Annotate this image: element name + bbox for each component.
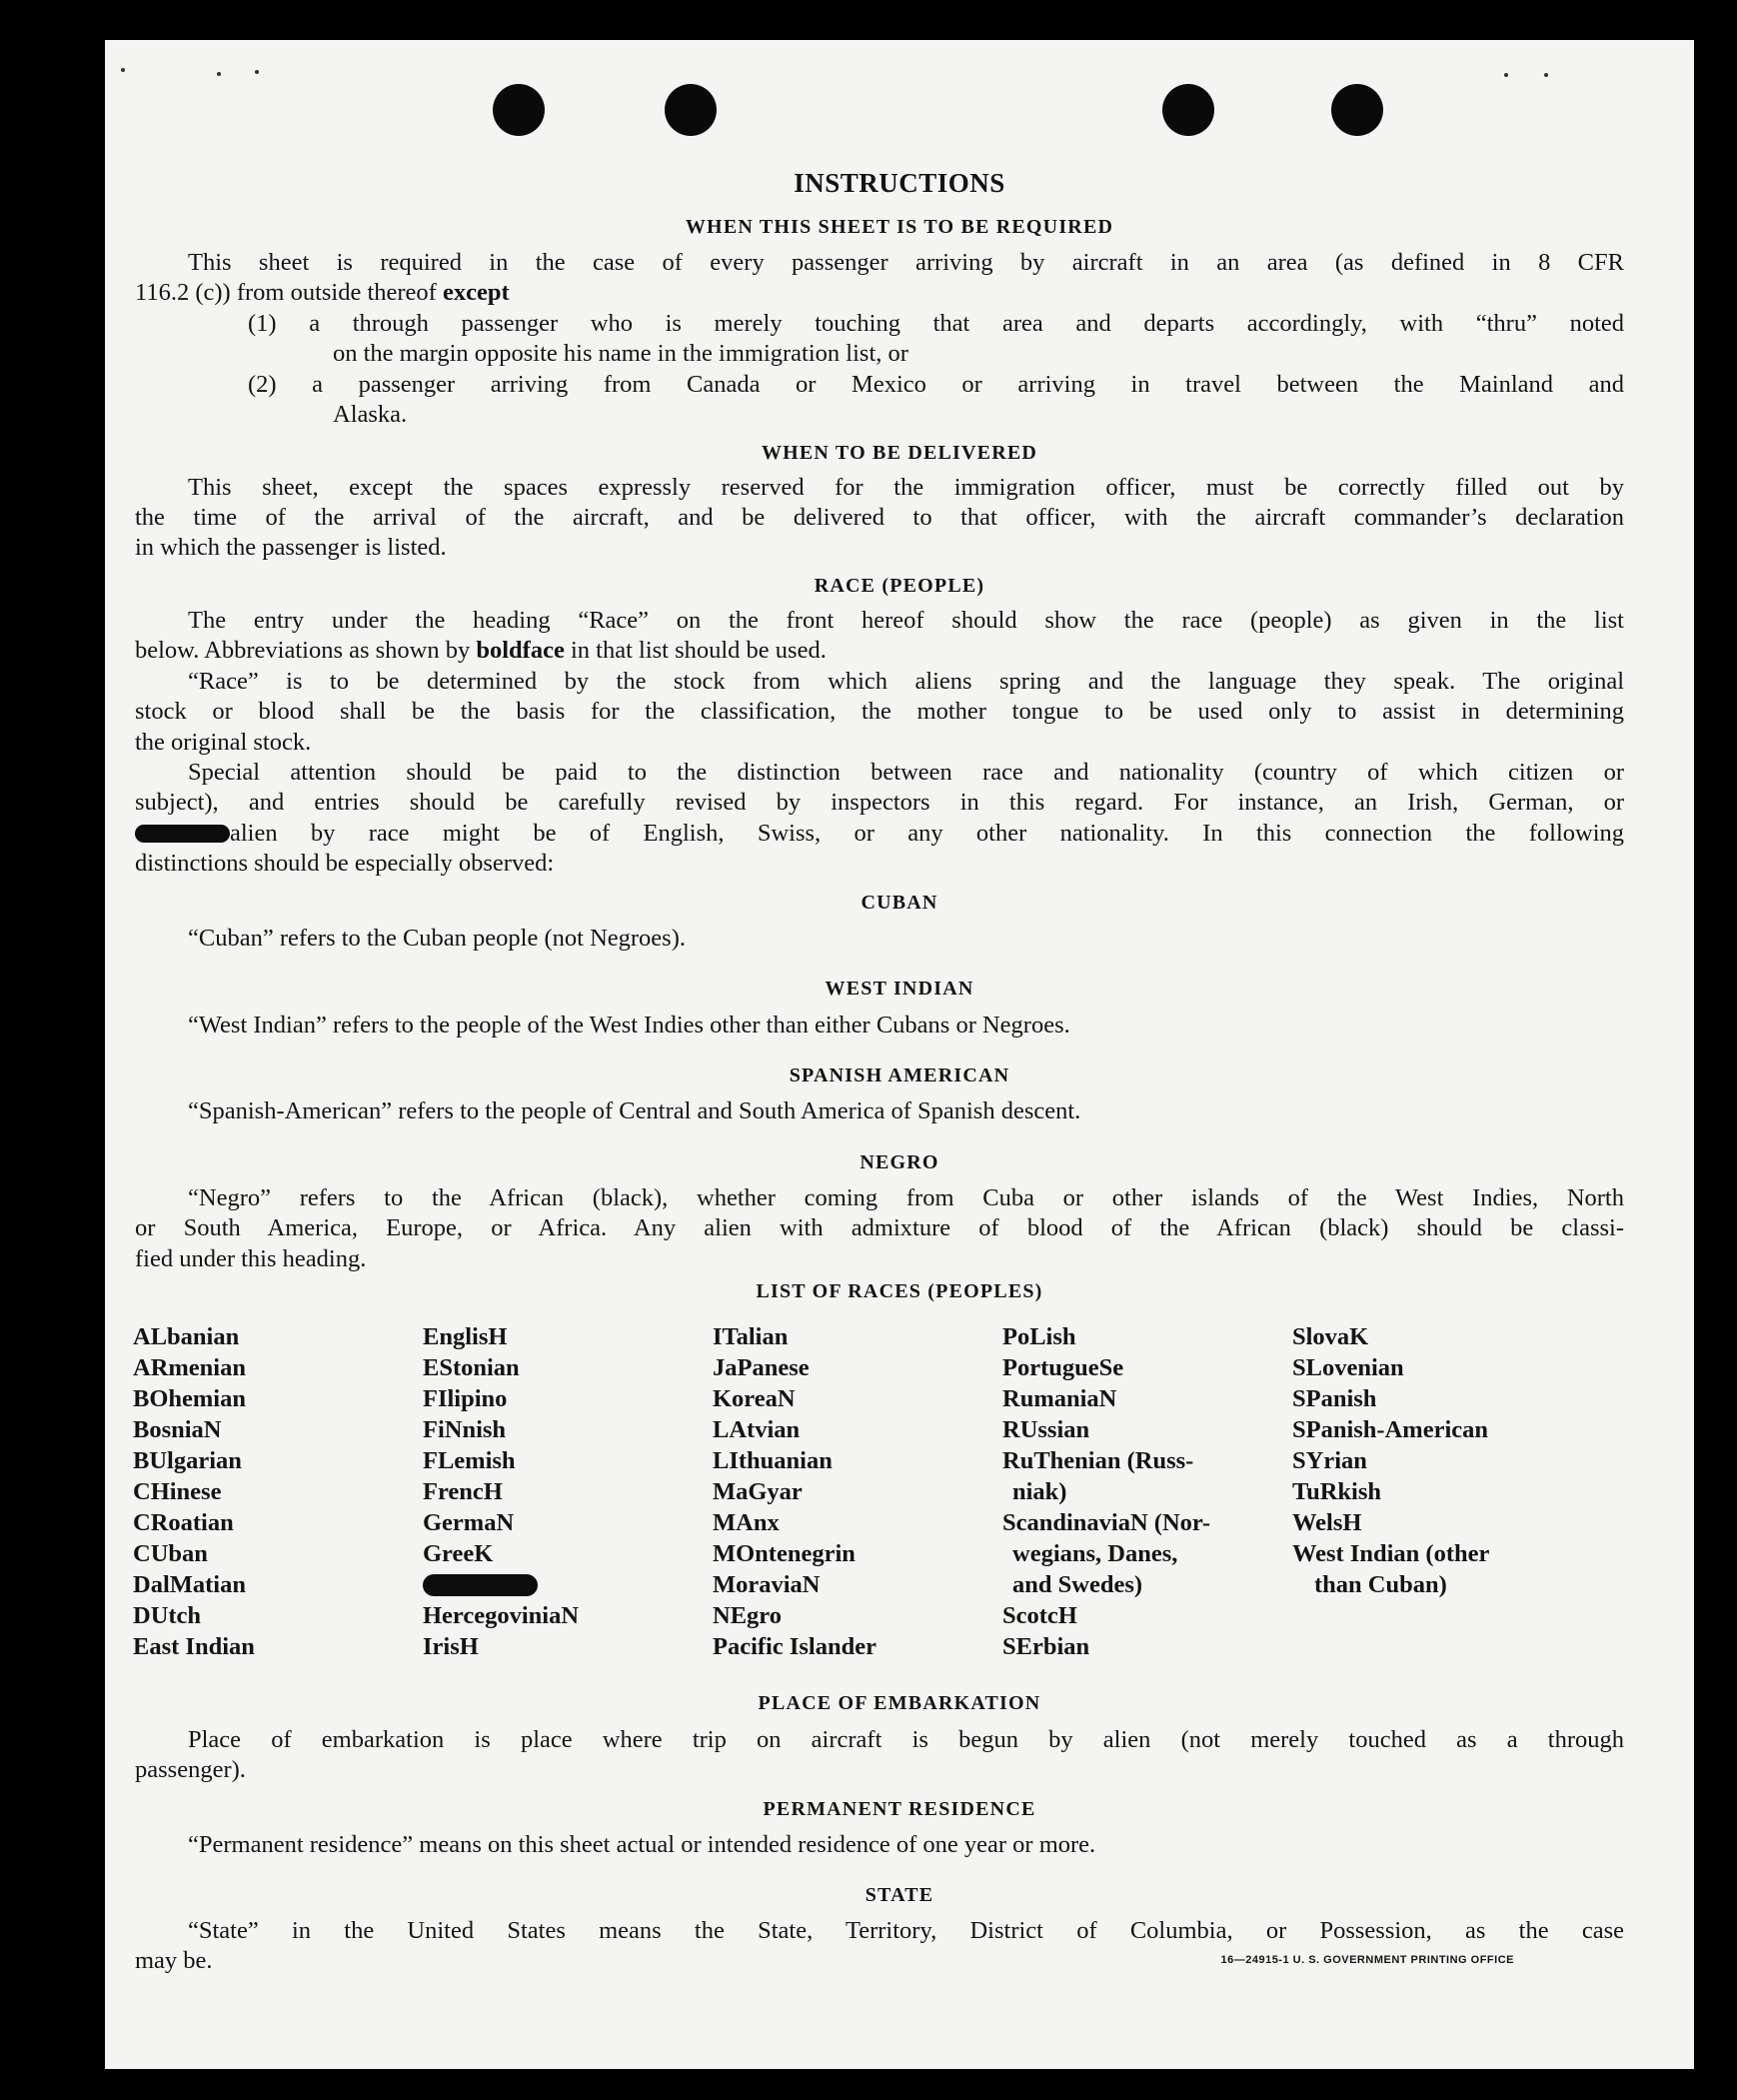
speck — [1544, 73, 1548, 77]
race-entry: RUssian — [1002, 1416, 1090, 1443]
document-page — [105, 40, 1694, 2069]
required-item-2-cont: Alaska. — [333, 401, 408, 428]
race-entry: LAtvian — [713, 1416, 801, 1443]
race-entry: LIthuanian — [713, 1447, 833, 1474]
race-entry: Pacific Islander — [713, 1633, 876, 1660]
section-heading-embarkation: PLACE OF EMBARKATION — [758, 1692, 1041, 1714]
race-entry: MOntenegrin — [713, 1540, 856, 1567]
race-entry: niak) — [1012, 1478, 1067, 1505]
delivered-line-1: This sheet, except the spaces expressly reserved for the immigration officer, must be correctly filled out by — [188, 474, 1624, 501]
section-heading-cuban: CUBAN — [861, 892, 938, 914]
redaction-mark — [423, 1569, 713, 1600]
races-column-4 — [1002, 1321, 1292, 1662]
race-entry: MaGyar — [713, 1478, 803, 1505]
embarkation-line-1: Place of embarkation is place where trip on aircraft is begun by alien (not merely touched as a through — [188, 1726, 1624, 1753]
race-entry: DUtch — [133, 1602, 202, 1629]
race-p1-line-2: below. Abbreviations as shown by boldface in that list should be used. — [135, 637, 827, 664]
race-entry: CRoatian — [133, 1509, 234, 1536]
race-entry: CHinese — [133, 1478, 222, 1505]
race-p2-line-2: stock or blood shall be the basis for the classification, the mother tongue to be used only to assist in determining — [135, 698, 1624, 725]
race-entry: than Cuban) — [1314, 1571, 1447, 1598]
race-entry: IrisH — [423, 1633, 479, 1660]
race-entry: ScandinaviaN (Nor- — [1002, 1509, 1211, 1536]
required-item-1: (1) a through passenger who is merely touching that area and departs accordingly, with “thru” noted — [248, 310, 1624, 337]
race-entry: East Indian — [133, 1633, 255, 1660]
race-entry: WelsH — [1292, 1509, 1362, 1536]
west-indian-text: “West Indian” refers to the people of the West Indies other than either Cubans or Negroes. — [188, 1012, 1070, 1039]
race-p3-line-3: alien by race might be of English, Swiss, or any other nationality. In this connection the following — [135, 819, 1624, 849]
speck — [217, 72, 221, 76]
punch-hole — [493, 84, 545, 136]
race-entry: FiNnish — [423, 1416, 507, 1443]
speck — [121, 68, 125, 72]
state-line-2: may be. — [135, 1947, 213, 1974]
race-entry: and Swedes) — [1012, 1571, 1143, 1598]
race-entry: MAnx — [713, 1509, 780, 1536]
race-entry: PortugueSe — [1002, 1354, 1124, 1381]
race-p3-line-4: distinctions should be especially observed: — [135, 850, 555, 877]
section-heading-west-indian: WEST INDIAN — [825, 978, 974, 1000]
race-entry: FrencH — [423, 1478, 503, 1505]
punch-hole — [1162, 84, 1214, 136]
race-entry: BosniaN — [133, 1416, 222, 1443]
race-p1-line-1: The entry under the heading “Race” on the front hereof should show the race (people) as given in the list — [188, 607, 1624, 634]
section-heading-race: RACE (PEOPLE) — [814, 575, 985, 597]
section-heading-spanish-american: SPANISH AMERICAN — [789, 1064, 1010, 1086]
race-entry: SPanish — [1292, 1385, 1377, 1412]
residence-text: “Permanent residence” means on this sheet actual or intended residence of one year or more. — [188, 1831, 1096, 1858]
races-list-heading: LIST OF RACES (PEOPLES) — [756, 1280, 1043, 1302]
punch-hole — [1331, 84, 1383, 136]
race-p3-line-2: subject), and entries should be carefully revised by inspectors in this regard. For instance, an Irish, German, or — [135, 789, 1624, 816]
race-entry: HercegoviniaN — [423, 1602, 580, 1629]
race-entry: ITalian — [713, 1323, 789, 1350]
race-entry: West Indian (other — [1292, 1540, 1490, 1567]
races-column-1 — [133, 1321, 423, 1662]
race-entry: wegians, Danes, — [1012, 1540, 1178, 1567]
negro-line-1: “Negro” refers to the African (black), whether coming from Cuba or other islands of the West Indies, North — [188, 1184, 1624, 1211]
race-entry: SErbian — [1002, 1633, 1090, 1660]
required-item-1-cont: on the margin opposite his name in the immigration list, or — [333, 340, 908, 367]
section-heading-required: WHEN THIS SHEET IS TO BE REQUIRED — [685, 216, 1114, 238]
required-item-2: (2) a passenger arriving from Canada or Mexico or arriving in travel between the Mainland and — [248, 371, 1624, 398]
required-line-2: 116.2 (c)) from outside thereof except — [135, 279, 510, 306]
race-entry: ARmenian — [133, 1354, 246, 1381]
races-column-3 — [713, 1321, 1002, 1662]
delivered-line-2: the time of the arrival of the aircraft, and be delivered to that officer, with the aircraft commander’s declaration — [135, 504, 1624, 531]
race-entry: GermaN — [423, 1509, 515, 1536]
race-entry: FIlipino — [423, 1385, 508, 1412]
race-entry: RuThenian (Russ- — [1002, 1447, 1194, 1474]
state-line-1: “State” in the United States means the State, Territory, District of Columbia, or Possession, as the case — [188, 1917, 1624, 1944]
race-entry: KoreaN — [713, 1385, 796, 1412]
speck — [1504, 73, 1508, 77]
race-p2-line-3: the original stock. — [135, 729, 312, 756]
section-heading-state: STATE — [865, 1884, 934, 1906]
race-entry: PoLish — [1002, 1323, 1076, 1350]
section-heading-residence: PERMANENT RESIDENCE — [763, 1798, 1036, 1820]
race-entry: JaPanese — [713, 1354, 810, 1381]
embarkation-line-2: passenger). — [135, 1756, 246, 1783]
race-entry: FLemish — [423, 1447, 516, 1474]
races-column-5 — [1292, 1321, 1582, 1600]
section-heading-delivered: WHEN TO BE DELIVERED — [761, 442, 1038, 464]
race-entry: EnglisH — [423, 1323, 508, 1350]
race-entry: BOhemian — [133, 1385, 246, 1412]
race-entry: ScotcH — [1002, 1602, 1077, 1629]
race-p3-line-1: Special attention should be paid to the distinction between race and nationality (country of which citizen or — [188, 759, 1624, 786]
race-entry: BUlgarian — [133, 1447, 242, 1474]
race-entry: DalMatian — [133, 1571, 246, 1598]
race-entry: GreeK — [423, 1540, 494, 1567]
punch-hole — [665, 84, 717, 136]
redaction-mark — [135, 825, 230, 843]
required-line-1: This sheet is required in the case of every passenger arriving by aircraft in an area (as defined in 8 CFR — [188, 249, 1624, 276]
races-column-2 — [423, 1321, 713, 1662]
race-entry: NEgro — [713, 1602, 782, 1629]
race-entry: MoraviaN — [713, 1571, 821, 1598]
race-entry: SYrian — [1292, 1447, 1367, 1474]
race-entry: CUban — [133, 1540, 208, 1567]
race-entry: SPanish-American — [1292, 1416, 1488, 1443]
page-title: INSTRUCTIONS — [794, 168, 1005, 198]
race-entry: SLovenian — [1292, 1354, 1404, 1381]
spanish-american-text: “Spanish-American” refers to the people of Central and South America of Spanish descent. — [188, 1097, 1081, 1124]
negro-line-2: or South America, Europe, or Africa. Any alien with admixture of blood of the African (black) should be classi- — [135, 1214, 1624, 1241]
race-entry: RumaniaN — [1002, 1385, 1117, 1412]
race-p2-line-1: “Race” is to be determined by the stock from which aliens spring and the language they speak. The original — [188, 668, 1624, 695]
cuban-text: “Cuban” refers to the Cuban people (not Negroes). — [188, 925, 686, 952]
race-entry: TuRkish — [1292, 1478, 1382, 1505]
section-heading-negro: NEGRO — [860, 1151, 939, 1173]
printing-office-code: 16—24915-1 U. S. GOVERNMENT PRINTING OFFICE — [1220, 1954, 1514, 1966]
negro-line-3: fied under this heading. — [135, 1245, 367, 1272]
race-entry: SlovaK — [1292, 1323, 1369, 1350]
race-entry: ALbanian — [133, 1323, 240, 1350]
speck — [255, 70, 259, 74]
delivered-line-3: in which the passenger is listed. — [135, 534, 447, 561]
race-entry: EStonian — [423, 1354, 520, 1381]
